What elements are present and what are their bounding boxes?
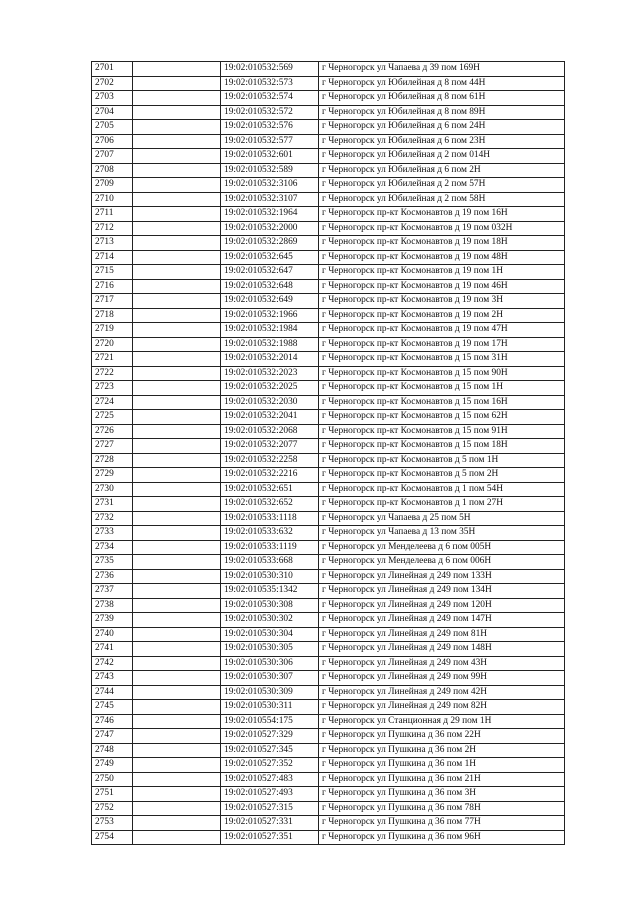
table-row: [92, 540, 565, 555]
table-row: [92, 656, 565, 671]
table-row: [92, 91, 565, 106]
address-cell: г Черногорск пр-кт Космонавтов д 19 пом 46Н: [319, 279, 565, 294]
table-row: [92, 352, 565, 367]
table-row: [92, 714, 565, 729]
table-row: [92, 772, 565, 787]
empty-cell: [133, 337, 221, 352]
row-number-cell: 2742: [92, 656, 133, 671]
cadastral-number-cell: 19:02:010530:308: [221, 598, 319, 613]
address-cell: г Черногорск ул Станционная д 29 пом 1Н: [319, 714, 565, 729]
cadastral-number-cell: 19:02:010532:569: [221, 62, 319, 77]
address-cell: г Черногорск пр-кт Космонавтов д 15 пом 91Н: [319, 424, 565, 439]
address-cell: г Черногорск ул Пушкина д 36 пом 22Н: [319, 729, 565, 744]
table-row: [92, 816, 565, 831]
empty-cell: [133, 163, 221, 178]
address-cell: г Черногорск ул Линейная д 249 пом 147Н: [319, 613, 565, 628]
row-number-cell: 2718: [92, 308, 133, 323]
address-cell: г Черногорск пр-кт Космонавтов д 19 пом 18Н: [319, 236, 565, 251]
row-number-cell: 2720: [92, 337, 133, 352]
address-cell: г Черногорск ул Пушкина д 36 пом 96Н: [319, 830, 565, 845]
table-row: [92, 163, 565, 178]
cadastral-number-cell: 19:02:010527:493: [221, 787, 319, 802]
address-cell: г Черногорск ул Пушкина д 36 пом 1Н: [319, 758, 565, 773]
empty-cell: [133, 323, 221, 338]
cadastral-number-cell: 19:02:010554:175: [221, 714, 319, 729]
address-cell: г Черногорск ул Линейная д 249 пом 134Н: [319, 584, 565, 599]
empty-cell: [133, 511, 221, 526]
table-row: [92, 700, 565, 715]
empty-cell: [133, 642, 221, 657]
row-number-cell: 2724: [92, 395, 133, 410]
row-number-cell: 2744: [92, 685, 133, 700]
table-row: [92, 149, 565, 164]
empty-cell: [133, 801, 221, 816]
table-row: [92, 410, 565, 425]
empty-cell: [133, 410, 221, 425]
row-number-cell: 2714: [92, 250, 133, 265]
table-row: [92, 134, 565, 149]
cadastral-number-cell: 19:02:010527:345: [221, 743, 319, 758]
empty-cell: [133, 105, 221, 120]
cadastral-number-cell: 19:02:010532:1984: [221, 323, 319, 338]
empty-cell: [133, 120, 221, 135]
cadastral-number-cell: 19:02:010535:1342: [221, 584, 319, 599]
row-number-cell: 2731: [92, 497, 133, 512]
table-row: [92, 671, 565, 686]
cadastral-number-cell: 19:02:010530:304: [221, 627, 319, 642]
row-number-cell: 2751: [92, 787, 133, 802]
row-number-cell: 2740: [92, 627, 133, 642]
table-row: [92, 526, 565, 541]
table-row: [92, 279, 565, 294]
row-number-cell: 2723: [92, 381, 133, 396]
table-row: [92, 294, 565, 309]
row-number-cell: 2728: [92, 453, 133, 468]
empty-cell: [133, 671, 221, 686]
cadastral-number-cell: 19:02:010532:2023: [221, 366, 319, 381]
empty-cell: [133, 743, 221, 758]
cadastral-number-cell: 19:02:010532:2216: [221, 468, 319, 483]
empty-cell: [133, 221, 221, 236]
table-row: [92, 381, 565, 396]
address-cell: г Черногорск пр-кт Космонавтов д 19 пом 47Н: [319, 323, 565, 338]
cadastral-number-cell: 19:02:010530:310: [221, 569, 319, 584]
empty-cell: [133, 134, 221, 149]
empty-cell: [133, 453, 221, 468]
cadastral-number-cell: 19:02:010533:668: [221, 555, 319, 570]
table-row: [92, 555, 565, 570]
empty-cell: [133, 178, 221, 193]
row-number-cell: 2739: [92, 613, 133, 628]
cadastral-number-cell: 19:02:010530:305: [221, 642, 319, 657]
address-cell: г Черногорск ул Менделеева д 6 пом 005Н: [319, 540, 565, 555]
address-cell: г Черногорск пр-кт Космонавтов д 15 пом 90Н: [319, 366, 565, 381]
table-row: [92, 62, 565, 77]
address-cell: г Черногорск ул Линейная д 249 пом 133Н: [319, 569, 565, 584]
cadastral-number-cell: 19:02:010532:574: [221, 91, 319, 106]
address-cell: г Черногорск пр-кт Космонавтов д 15 пом 1Н: [319, 381, 565, 396]
empty-cell: [133, 584, 221, 599]
empty-cell: [133, 613, 221, 628]
cadastral-number-cell: 19:02:010532:1988: [221, 337, 319, 352]
empty-cell: [133, 772, 221, 787]
empty-cell: [133, 236, 221, 251]
empty-cell: [133, 192, 221, 207]
table-row: [92, 830, 565, 845]
table-row: [92, 584, 565, 599]
cadastral-number-cell: 19:02:010532:572: [221, 105, 319, 120]
table-row: [92, 598, 565, 613]
table-row: [92, 323, 565, 338]
table-row: [92, 221, 565, 236]
cadastral-number-cell: 19:02:010532:648: [221, 279, 319, 294]
cadastral-number-cell: 19:02:010530:307: [221, 671, 319, 686]
address-cell: г Черногорск ул Пушкина д 36 пом 2Н: [319, 743, 565, 758]
table-row: [92, 337, 565, 352]
table-row: [92, 366, 565, 381]
row-number-cell: 2730: [92, 482, 133, 497]
address-cell: г Черногорск пр-кт Космонавтов д 19 пом 032Н: [319, 221, 565, 236]
empty-cell: [133, 395, 221, 410]
row-number-cell: 2745: [92, 700, 133, 715]
row-number-cell: 2717: [92, 294, 133, 309]
address-cell: г Черногорск пр-кт Космонавтов д 15 пом 31Н: [319, 352, 565, 367]
table-row: [92, 642, 565, 657]
row-number-cell: 2703: [92, 91, 133, 106]
row-number-cell: 2753: [92, 816, 133, 831]
empty-cell: [133, 787, 221, 802]
address-cell: г Черногорск пр-кт Космонавтов д 19 пом 17Н: [319, 337, 565, 352]
address-cell: г Черногорск ул Чапаева д 39 пом 169Н: [319, 62, 565, 77]
table-row: [92, 105, 565, 120]
empty-cell: [133, 279, 221, 294]
row-number-cell: 2738: [92, 598, 133, 613]
cadastral-number-cell: 19:02:010532:652: [221, 497, 319, 512]
cadastral-number-cell: 19:02:010532:2041: [221, 410, 319, 425]
empty-cell: [133, 91, 221, 106]
cadastral-number-cell: 19:02:010527:352: [221, 758, 319, 773]
address-cell: г Черногорск ул Линейная д 249 пом 99Н: [319, 671, 565, 686]
address-cell: г Черногорск ул Линейная д 249 пом 148Н: [319, 642, 565, 657]
cadastral-number-cell: 19:02:010532:601: [221, 149, 319, 164]
table-row: [92, 265, 565, 280]
table-row: [92, 120, 565, 135]
empty-cell: [133, 816, 221, 831]
empty-cell: [133, 439, 221, 454]
empty-cell: [133, 352, 221, 367]
cadastral-number-cell: 19:02:010532:3106: [221, 178, 319, 193]
row-number-cell: 2711: [92, 207, 133, 222]
address-cell: г Черногорск пр-кт Космонавтов д 15 пом 18Н: [319, 439, 565, 454]
table-row: [92, 395, 565, 410]
empty-cell: [133, 250, 221, 265]
address-cell: г Черногорск ул Юбилейная д 2 пом 58Н: [319, 192, 565, 207]
address-cell: г Черногорск ул Чапаева д 13 пом 35Н: [319, 526, 565, 541]
row-number-cell: 2716: [92, 279, 133, 294]
address-cell: г Черногорск пр-кт Космонавтов д 5 пом 1Н: [319, 453, 565, 468]
address-cell: г Черногорск пр-кт Космонавтов д 15 пом 62Н: [319, 410, 565, 425]
cadastral-number-cell: 19:02:010532:577: [221, 134, 319, 149]
cadastral-number-cell: 19:02:010532:651: [221, 482, 319, 497]
cadastral-number-cell: 19:02:010532:1966: [221, 308, 319, 323]
row-number-cell: 2708: [92, 163, 133, 178]
cadastral-number-cell: 19:02:010527:331: [221, 816, 319, 831]
empty-cell: [133, 555, 221, 570]
table-row: [92, 787, 565, 802]
empty-cell: [133, 381, 221, 396]
cadastral-number-cell: 19:02:010532:589: [221, 163, 319, 178]
address-cell: г Черногорск ул Менделеева д 6 пом 006Н: [319, 555, 565, 570]
row-number-cell: 2712: [92, 221, 133, 236]
row-number-cell: 2732: [92, 511, 133, 526]
empty-cell: [133, 714, 221, 729]
table-row: [92, 453, 565, 468]
row-number-cell: 2736: [92, 569, 133, 584]
row-number-cell: 2719: [92, 323, 133, 338]
table-row: [92, 743, 565, 758]
empty-cell: [133, 482, 221, 497]
cadastral-number-cell: 19:02:010530:302: [221, 613, 319, 628]
table-row: [92, 627, 565, 642]
cadastral-number-cell: 19:02:010532:645: [221, 250, 319, 265]
empty-cell: [133, 265, 221, 280]
row-number-cell: 2752: [92, 801, 133, 816]
row-number-cell: 2754: [92, 830, 133, 845]
row-number-cell: 2741: [92, 642, 133, 657]
address-cell: г Черногорск ул Юбилейная д 2 пом 014Н: [319, 149, 565, 164]
row-number-cell: 2734: [92, 540, 133, 555]
table-row: [92, 178, 565, 193]
cadastral-number-cell: 19:02:010530:306: [221, 656, 319, 671]
cadastral-number-cell: 19:02:010532:3107: [221, 192, 319, 207]
row-number-cell: 2702: [92, 76, 133, 91]
property-registry-table: [91, 61, 565, 845]
table-row: [92, 497, 565, 512]
address-cell: г Черногорск ул Юбилейная д 2 пом 57Н: [319, 178, 565, 193]
empty-cell: [133, 366, 221, 381]
cadastral-number-cell: 19:02:010527:351: [221, 830, 319, 845]
cadastral-number-cell: 19:02:010532:649: [221, 294, 319, 309]
table-row: [92, 424, 565, 439]
row-number-cell: 2725: [92, 410, 133, 425]
row-number-cell: 2715: [92, 265, 133, 280]
empty-cell: [133, 627, 221, 642]
empty-cell: [133, 700, 221, 715]
address-cell: г Черногорск ул Юбилейная д 8 пом 89Н: [319, 105, 565, 120]
empty-cell: [133, 729, 221, 744]
table-row: [92, 729, 565, 744]
registry-body: [92, 62, 565, 845]
cadastral-number-cell: 19:02:010533:1119: [221, 540, 319, 555]
empty-cell: [133, 207, 221, 222]
row-number-cell: 2747: [92, 729, 133, 744]
address-cell: г Черногорск пр-кт Космонавтов д 1 пом 27Н: [319, 497, 565, 512]
table-row: [92, 468, 565, 483]
row-number-cell: 2709: [92, 178, 133, 193]
address-cell: г Черногорск ул Пушкина д 36 пом 77Н: [319, 816, 565, 831]
row-number-cell: 2727: [92, 439, 133, 454]
row-number-cell: 2706: [92, 134, 133, 149]
table-row: [92, 439, 565, 454]
address-cell: г Черногорск ул Пушкина д 36 пом 3Н: [319, 787, 565, 802]
empty-cell: [133, 468, 221, 483]
cadastral-number-cell: 19:02:010532:2869: [221, 236, 319, 251]
row-number-cell: 2743: [92, 671, 133, 686]
row-number-cell: 2748: [92, 743, 133, 758]
empty-cell: [133, 656, 221, 671]
row-number-cell: 2737: [92, 584, 133, 599]
cadastral-number-cell: 19:02:010532:576: [221, 120, 319, 135]
address-cell: г Черногорск ул Юбилейная д 8 пом 61Н: [319, 91, 565, 106]
cadastral-number-cell: 19:02:010532:2030: [221, 395, 319, 410]
table-row: [92, 758, 565, 773]
row-number-cell: 2735: [92, 555, 133, 570]
address-cell: г Черногорск ул Линейная д 249 пом 120Н: [319, 598, 565, 613]
table-row: [92, 192, 565, 207]
cadastral-number-cell: 19:02:010533:1118: [221, 511, 319, 526]
address-cell: г Черногорск ул Юбилейная д 6 пом 24Н: [319, 120, 565, 135]
address-cell: г Черногорск пр-кт Космонавтов д 19 пом 3Н: [319, 294, 565, 309]
cadastral-number-cell: 19:02:010527:483: [221, 772, 319, 787]
cadastral-number-cell: 19:02:010532:573: [221, 76, 319, 91]
row-number-cell: 2729: [92, 468, 133, 483]
address-cell: г Черногорск пр-кт Космонавтов д 5 пом 2Н: [319, 468, 565, 483]
cadastral-number-cell: 19:02:010533:632: [221, 526, 319, 541]
address-cell: г Черногорск пр-кт Космонавтов д 19 пом 48Н: [319, 250, 565, 265]
row-number-cell: 2713: [92, 236, 133, 251]
table-row: [92, 236, 565, 251]
table-row: [92, 207, 565, 222]
empty-cell: [133, 526, 221, 541]
table-row: [92, 250, 565, 265]
empty-cell: [133, 598, 221, 613]
row-number-cell: 2746: [92, 714, 133, 729]
cadastral-number-cell: 19:02:010532:2068: [221, 424, 319, 439]
address-cell: г Черногорск ул Юбилейная д 6 пом 2Н: [319, 163, 565, 178]
row-number-cell: 2749: [92, 758, 133, 773]
empty-cell: [133, 308, 221, 323]
empty-cell: [133, 758, 221, 773]
row-number-cell: 2707: [92, 149, 133, 164]
row-number-cell: 2750: [92, 772, 133, 787]
empty-cell: [133, 76, 221, 91]
cadastral-number-cell: 19:02:010532:2025: [221, 381, 319, 396]
address-cell: г Черногорск пр-кт Космонавтов д 19 пом 1Н: [319, 265, 565, 280]
empty-cell: [133, 149, 221, 164]
cadastral-number-cell: 19:02:010532:1964: [221, 207, 319, 222]
table-row: [92, 76, 565, 91]
empty-cell: [133, 830, 221, 845]
row-number-cell: 2710: [92, 192, 133, 207]
row-number-cell: 2701: [92, 62, 133, 77]
table-row: [92, 569, 565, 584]
cadastral-number-cell: 19:02:010532:2258: [221, 453, 319, 468]
empty-cell: [133, 424, 221, 439]
address-cell: г Черногорск ул Юбилейная д 6 пом 23Н: [319, 134, 565, 149]
cadastral-number-cell: 19:02:010527:329: [221, 729, 319, 744]
address-cell: г Черногорск ул Линейная д 249 пом 43Н: [319, 656, 565, 671]
empty-cell: [133, 569, 221, 584]
cadastral-number-cell: 19:02:010527:315: [221, 801, 319, 816]
address-cell: г Черногорск пр-кт Космонавтов д 19 пом 2Н: [319, 308, 565, 323]
row-number-cell: 2705: [92, 120, 133, 135]
table-row: [92, 308, 565, 323]
empty-cell: [133, 685, 221, 700]
address-cell: г Черногорск пр-кт Космонавтов д 15 пом 16Н: [319, 395, 565, 410]
empty-cell: [133, 62, 221, 77]
table-row: [92, 685, 565, 700]
row-number-cell: 2721: [92, 352, 133, 367]
address-cell: г Черногорск ул Линейная д 249 пом 82Н: [319, 700, 565, 715]
cadastral-number-cell: 19:02:010532:2000: [221, 221, 319, 236]
empty-cell: [133, 540, 221, 555]
address-cell: г Черногорск ул Чапаева д 25 пом 5Н: [319, 511, 565, 526]
cadastral-number-cell: 19:02:010532:2014: [221, 352, 319, 367]
row-number-cell: 2704: [92, 105, 133, 120]
address-cell: г Черногорск ул Юбилейная д 8 пом 44Н: [319, 76, 565, 91]
table-row: [92, 613, 565, 628]
table-row: [92, 511, 565, 526]
row-number-cell: 2722: [92, 366, 133, 381]
address-cell: г Черногорск ул Пушкина д 36 пом 78Н: [319, 801, 565, 816]
table-row: [92, 801, 565, 816]
address-cell: г Черногорск пр-кт Космонавтов д 1 пом 54Н: [319, 482, 565, 497]
cadastral-number-cell: 19:02:010532:2077: [221, 439, 319, 454]
row-number-cell: 2726: [92, 424, 133, 439]
row-number-cell: 2733: [92, 526, 133, 541]
address-cell: г Черногорск пр-кт Космонавтов д 19 пом 16Н: [319, 207, 565, 222]
address-cell: г Черногорск ул Линейная д 249 пом 42Н: [319, 685, 565, 700]
table-row: [92, 482, 565, 497]
cadastral-number-cell: 19:02:010530:311: [221, 700, 319, 715]
empty-cell: [133, 497, 221, 512]
address-cell: г Черногорск ул Пушкина д 36 пом 21Н: [319, 772, 565, 787]
address-cell: г Черногорск ул Линейная д 249 пом 81Н: [319, 627, 565, 642]
cadastral-number-cell: 19:02:010530:309: [221, 685, 319, 700]
cadastral-number-cell: 19:02:010532:647: [221, 265, 319, 280]
empty-cell: [133, 294, 221, 309]
